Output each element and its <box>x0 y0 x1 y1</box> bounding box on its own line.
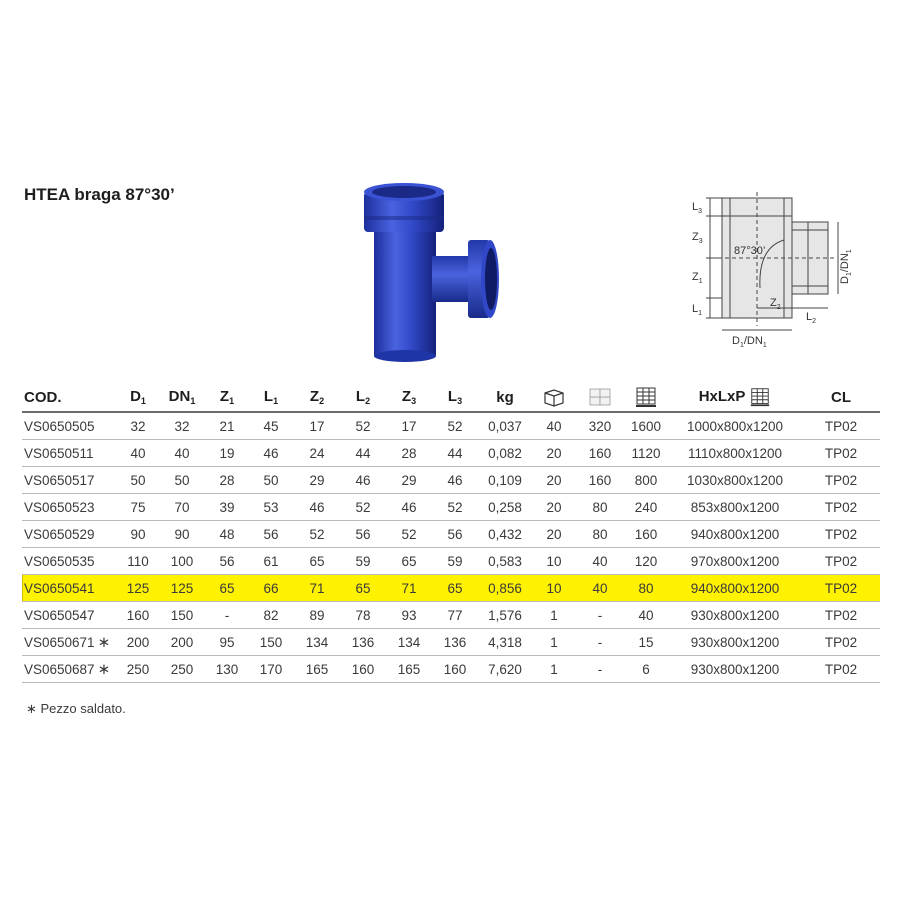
table-cell: 930x800x1200 <box>668 656 802 683</box>
table-cell: 80 <box>576 521 624 548</box>
diagram-label-z3: $Z_3$ <box>692 231 703 245</box>
table-cell: 1,576 <box>478 602 532 629</box>
table-cell: 250 <box>118 656 158 683</box>
table-cell: 134 <box>386 629 432 656</box>
table-row <box>22 548 880 575</box>
table-cell: 65 <box>206 575 248 602</box>
table-cell: 940x800x1200 <box>668 575 802 602</box>
table-cell: 39 <box>206 494 248 521</box>
table-cell: 20 <box>532 440 576 467</box>
table-cell: 0,109 <box>478 467 532 494</box>
table-cell: 52 <box>340 494 386 521</box>
col-header-box <box>532 383 576 412</box>
table-cell: 165 <box>294 656 340 683</box>
table-cell: 40 <box>624 602 668 629</box>
table-cell: 170 <box>248 656 294 683</box>
table-cell: 65 <box>294 548 340 575</box>
table-cell: 50 <box>118 467 158 494</box>
table-cell: 19 <box>206 440 248 467</box>
table-cell: 32 <box>158 412 206 440</box>
table-cell: 46 <box>248 440 294 467</box>
diagram-label-d1-dn1: $D_1/DN_1$ <box>732 335 767 349</box>
table-cell: 134 <box>294 629 340 656</box>
table-cell: 136 <box>340 629 386 656</box>
table-cell: 17 <box>386 412 432 440</box>
table-cell: 89 <box>294 602 340 629</box>
footnote: ∗ Pezzo saldato. <box>26 701 126 716</box>
table-cell: 125 <box>118 575 158 602</box>
cell-cod: VS0650529 <box>22 521 118 548</box>
table-header-row <box>22 383 880 412</box>
table-cell: 32 <box>118 412 158 440</box>
table-cell: 78 <box>340 602 386 629</box>
table-cell: 1110x800x1200 <box>668 440 802 467</box>
table-cell: 75 <box>118 494 158 521</box>
table-cell: 1 <box>532 602 576 629</box>
table-cell: 44 <box>340 440 386 467</box>
table-cell: TP02 <box>802 467 880 494</box>
table-cell: 0,432 <box>478 521 532 548</box>
table-cell: 136 <box>432 629 478 656</box>
welded-marker: ∗ <box>97 661 111 678</box>
table-cell: 80 <box>576 494 624 521</box>
col-header-l3: $L_3$ <box>432 383 478 412</box>
table-cell: 6 <box>624 656 668 683</box>
col-header-pallet <box>624 383 668 412</box>
table-cell: 930x800x1200 <box>668 602 802 629</box>
col-header-z2: $Z_2$ <box>294 383 340 412</box>
table-cell: 21 <box>206 412 248 440</box>
diagram-label-d1-dn1-side: $D_1/DN_1$ <box>839 249 853 284</box>
welded-marker: ∗ <box>97 634 111 651</box>
diagram-label-l3: $L_3$ <box>692 201 703 215</box>
spec-table <box>22 383 880 683</box>
diagram-label-z2: $Z_2$ <box>770 297 781 311</box>
col-header-d1: $D_1$ <box>118 383 158 412</box>
page-title: HTEA braga 87°30’ <box>24 185 175 204</box>
table-cell: 52 <box>340 412 386 440</box>
table-cell: TP02 <box>802 521 880 548</box>
table-cell: 0,037 <box>478 412 532 440</box>
table-cell: 40 <box>576 575 624 602</box>
table-cell: 29 <box>294 467 340 494</box>
cell-cod: VS0650523 <box>22 494 118 521</box>
table-cell: 52 <box>432 494 478 521</box>
table-cell: 0,258 <box>478 494 532 521</box>
table-cell: 80 <box>624 575 668 602</box>
table-cell: 800 <box>624 467 668 494</box>
table-cell: - <box>576 656 624 683</box>
table-cell: 40 <box>118 440 158 467</box>
table-cell: 40 <box>532 412 576 440</box>
table-cell: 160 <box>576 440 624 467</box>
table-cell: 52 <box>432 412 478 440</box>
table-cell: - <box>576 629 624 656</box>
table-cell: 160 <box>624 521 668 548</box>
col-header-kg: kg <box>478 383 532 412</box>
table-cell: 930x800x1200 <box>668 629 802 656</box>
box-icon <box>543 387 565 407</box>
table-cell: 65 <box>432 575 478 602</box>
table-cell: 17 <box>294 412 340 440</box>
diagram-label-l1: $L_1$ <box>692 303 703 317</box>
col-header-hxlxp: HxLxP <box>668 383 802 412</box>
diagram-angle: 87°30’ <box>734 245 766 257</box>
col-header-l2: $L_2$ <box>340 383 386 412</box>
table-cell: 160 <box>340 656 386 683</box>
table-cell: 1030x800x1200 <box>668 467 802 494</box>
table-cell: 24 <box>294 440 340 467</box>
table-cell: 56 <box>432 521 478 548</box>
table-cell: TP02 <box>802 656 880 683</box>
table-cell: 15 <box>624 629 668 656</box>
table-cell: 56 <box>206 548 248 575</box>
col-header-dn1: $DN_1$ <box>158 383 206 412</box>
table-cell: 77 <box>432 602 478 629</box>
col-header-cod: COD. <box>22 383 118 412</box>
table-cell: 46 <box>386 494 432 521</box>
table-cell: 20 <box>532 521 576 548</box>
pallet-icon <box>634 386 658 408</box>
table-cell: 50 <box>158 467 206 494</box>
table-cell: 10 <box>532 575 576 602</box>
table-row <box>22 494 880 521</box>
table-cell: TP02 <box>802 575 880 602</box>
table-cell: 160 <box>118 602 158 629</box>
table-cell: 28 <box>386 440 432 467</box>
table-cell: 0,082 <box>478 440 532 467</box>
table-cell: 940x800x1200 <box>668 521 802 548</box>
table-cell: 66 <box>248 575 294 602</box>
table-cell: TP02 <box>802 602 880 629</box>
cell-cod: VS0650547 <box>22 602 118 629</box>
table-cell: 110 <box>118 548 158 575</box>
table-cell: 0,856 <box>478 575 532 602</box>
col-header-l1: $L_1$ <box>248 383 294 412</box>
table-cell: 90 <box>158 521 206 548</box>
table-cell: 1 <box>532 629 576 656</box>
table-cell: 150 <box>158 602 206 629</box>
table-row <box>22 467 880 494</box>
table-cell: 46 <box>294 494 340 521</box>
table-cell: 1600 <box>624 412 668 440</box>
table-row <box>22 602 880 629</box>
table-cell: 28 <box>206 467 248 494</box>
table-cell: 20 <box>532 467 576 494</box>
table-cell: 46 <box>340 467 386 494</box>
table-cell: 52 <box>386 521 432 548</box>
table-cell: 165 <box>386 656 432 683</box>
table-cell: 20 <box>532 494 576 521</box>
table-cell: 52 <box>294 521 340 548</box>
table-cell: 100 <box>158 548 206 575</box>
table-cell: 56 <box>248 521 294 548</box>
table-cell: 160 <box>432 656 478 683</box>
table-cell: 7,620 <box>478 656 532 683</box>
cell-cod: VS0650505 <box>22 412 118 440</box>
pallet-icon <box>749 386 771 408</box>
diagram-label-z1: $Z_1$ <box>692 271 703 285</box>
table-cell: 853x800x1200 <box>668 494 802 521</box>
table-cell: 1120 <box>624 440 668 467</box>
table-cell: TP02 <box>802 494 880 521</box>
table-cell: 150 <box>248 629 294 656</box>
table-row <box>22 575 880 602</box>
table-cell: 56 <box>340 521 386 548</box>
table-row <box>22 629 880 656</box>
table-cell: TP02 <box>802 548 880 575</box>
table-cell: 240 <box>624 494 668 521</box>
table-cell: 95 <box>206 629 248 656</box>
table-cell: TP02 <box>802 412 880 440</box>
table-cell: 200 <box>118 629 158 656</box>
table-cell: 320 <box>576 412 624 440</box>
cell-cod: VS0650687 ∗ <box>22 656 118 683</box>
cell-cod: VS0650541 <box>22 575 118 602</box>
table-cell: - <box>576 602 624 629</box>
col-header-cl: CL <box>802 383 880 412</box>
table-cell: 70 <box>158 494 206 521</box>
table-cell: 45 <box>248 412 294 440</box>
table-cell: 59 <box>432 548 478 575</box>
table-cell: 125 <box>158 575 206 602</box>
table-cell: 1000x800x1200 <box>668 412 802 440</box>
table-row <box>22 521 880 548</box>
table-cell: 93 <box>386 602 432 629</box>
table-cell: TP02 <box>802 440 880 467</box>
table-cell: 10 <box>532 548 576 575</box>
table-cell: 90 <box>118 521 158 548</box>
cell-cod: VS0650511 <box>22 440 118 467</box>
product-photo <box>352 176 512 364</box>
table-cell: 46 <box>432 467 478 494</box>
table-cell: 40 <box>158 440 206 467</box>
table-cell: 970x800x1200 <box>668 548 802 575</box>
technical-diagram <box>688 188 858 352</box>
table-cell: 4,318 <box>478 629 532 656</box>
table-row <box>22 412 880 440</box>
table-cell: 1 <box>532 656 576 683</box>
table-cell: TP02 <box>802 629 880 656</box>
table-cell: 71 <box>294 575 340 602</box>
table-cell: 65 <box>340 575 386 602</box>
col-header-box-stack <box>576 383 624 412</box>
table-cell: 61 <box>248 548 294 575</box>
table-cell: 200 <box>158 629 206 656</box>
table-cell: 48 <box>206 521 248 548</box>
table-cell: 0,583 <box>478 548 532 575</box>
cell-cod: VS0650671 ∗ <box>22 629 118 656</box>
cell-cod: VS0650517 <box>22 467 118 494</box>
table-cell: 44 <box>432 440 478 467</box>
table-cell: 130 <box>206 656 248 683</box>
table-cell: 65 <box>386 548 432 575</box>
table-row <box>22 440 880 467</box>
box-stack-icon <box>588 386 612 408</box>
table-cell: 250 <box>158 656 206 683</box>
table-cell: 160 <box>576 467 624 494</box>
table-cell: 29 <box>386 467 432 494</box>
diagram-label-l2: $L_2$ <box>806 311 817 325</box>
col-header-z3: $Z_3$ <box>386 383 432 412</box>
table-row <box>22 656 880 683</box>
table-cell: 71 <box>386 575 432 602</box>
table-cell: - <box>206 602 248 629</box>
cell-cod: VS0650535 <box>22 548 118 575</box>
table-cell: 50 <box>248 467 294 494</box>
col-header-z1: $Z_1$ <box>206 383 248 412</box>
table-cell: 40 <box>576 548 624 575</box>
table-cell: 53 <box>248 494 294 521</box>
table-cell: 59 <box>340 548 386 575</box>
table-cell: 120 <box>624 548 668 575</box>
table-cell: 82 <box>248 602 294 629</box>
